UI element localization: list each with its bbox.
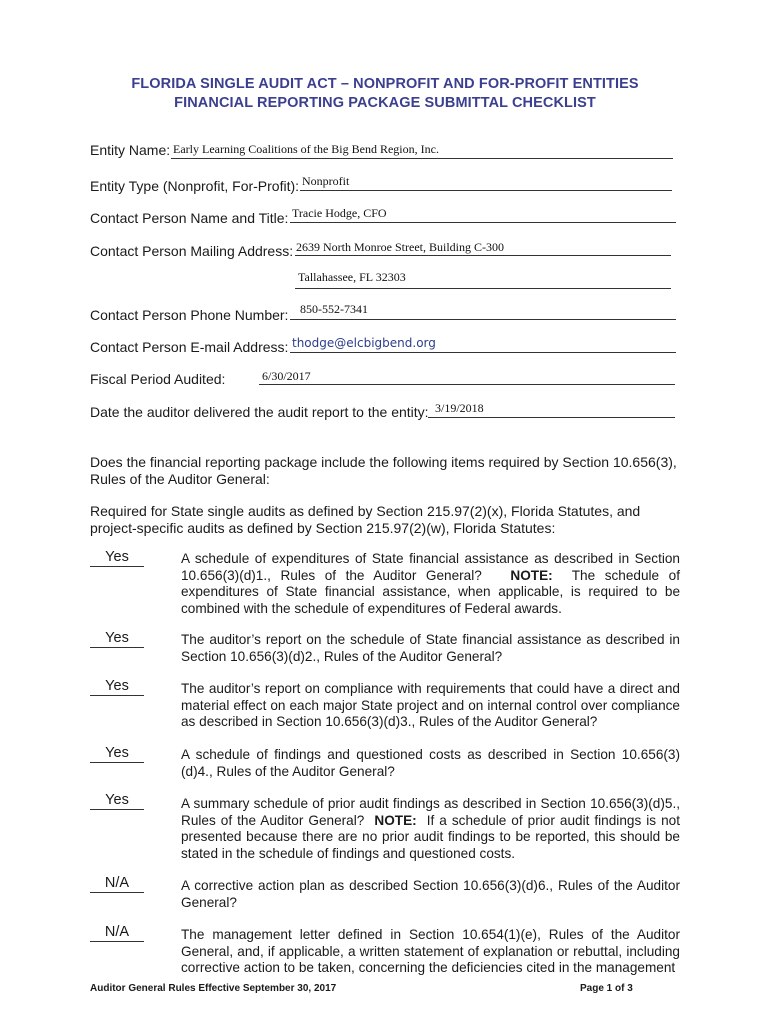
fiscal-period-label: Fiscal Period Audited:	[90, 371, 226, 387]
entity-type-field[interactable]: Nonprofit	[302, 174, 350, 188]
mailing-address-underline	[295, 255, 671, 256]
item-6-answer[interactable]: N/A	[90, 874, 144, 893]
contact-name-underline	[290, 222, 676, 223]
delivered-date-field[interactable]: 3/19/2018	[435, 401, 484, 415]
entity-type-label: Entity Type (Nonprofit, For-Profit):	[90, 178, 300, 194]
item-4-text: A schedule of findings and questioned costs as described in Section 10.656(3)(d)4., Rules of the Auditor General?	[181, 747, 680, 779]
phone-label: Contact Person Phone Number:	[90, 307, 289, 323]
footer-effective-date: Auditor General Rules Effective September 30, 2017	[90, 983, 337, 994]
document-title-line1: FLORIDA SINGLE AUDIT ACT – NONPROFIT AND FOR-PROFIT ENTITIES	[131, 76, 639, 92]
phone-underline	[290, 319, 676, 320]
entity-type-underline	[300, 190, 672, 191]
item-3-text: The auditor’s report on compliance with requirements that could have a direct and material effect on each major State project and on internal control over compliance as described in Section 10.656(3)(d)3., Rules of the Auditor General?	[181, 681, 680, 730]
item-2-answer[interactable]: Yes	[90, 629, 144, 648]
email-underline	[290, 352, 676, 353]
contact-name-field[interactable]: Tracie Hodge, CFO	[292, 206, 387, 220]
phone-field[interactable]: 850-552-7341	[300, 302, 368, 316]
item-5-text: A summary schedule of prior audit findings as described in Section 10.656(3)(d)5., Rules of the Auditor General? NOTE: If a schedule of prior audit findings is not presented because there are no prior audit findings to be reported, this should be stated in the schedule of findings and questioned costs.	[181, 796, 680, 861]
item-7-answer[interactable]: N/A	[90, 923, 144, 942]
intro-question: Does the financial reporting package include the following items required by Section 10.656(3), Rules of the Auditor General:	[90, 454, 677, 487]
contact-name-label: Contact Person Name and Title:	[90, 210, 289, 226]
item-4-answer[interactable]: Yes	[90, 744, 144, 763]
email-label: Contact Person E-mail Address:	[90, 339, 289, 355]
mailing-address-line2-underline	[295, 288, 671, 289]
item-6-text: A corrective action plan as described Section 10.656(3)(d)6., Rules of the Auditor General?	[181, 878, 680, 910]
entity-name-underline	[171, 158, 673, 159]
item-1-answer[interactable]: Yes	[90, 548, 144, 567]
item-3-answer[interactable]: Yes	[90, 677, 144, 696]
fiscal-period-underline	[259, 384, 675, 385]
document-title-line2: FINANCIAL REPORTING PACKAGE SUBMITTAL CHECKLIST	[174, 95, 596, 111]
delivered-date-label: Date the auditor delivered the audit report to the entity:	[90, 404, 429, 420]
item-7-text: The management letter defined in Section 10.654(1)(e), Rules of the Auditor General, and, if applicable, a written statement of explanation or rebuttal, including corrective action to be taken, concerning the deficiencies cited in the management	[181, 927, 680, 976]
email-field[interactable]: thodge@elcbigbend.org	[292, 336, 436, 350]
entity-name-field[interactable]: Early Learning Coalitions of the Big Bend Region, Inc.	[173, 142, 439, 156]
item-1-text: A schedule of expenditures of State financial assistance as described in Section 10.656(3)(d)1., Rules of the Auditor General? NOTE: The schedule of expenditures of State financial assistance, when applicable, is required to be combined with the schedule of expenditures of Federal awards.	[181, 551, 680, 616]
fiscal-period-field[interactable]: 6/30/2017	[262, 369, 311, 383]
mailing-address-line2-field[interactable]: Tallahassee, FL 32303	[298, 270, 406, 284]
mailing-address-line1-field[interactable]: 2639 North Monroe Street, Building C-300	[296, 240, 504, 254]
entity-name-label: Entity Name:	[90, 142, 171, 158]
item-5-answer[interactable]: Yes	[90, 791, 144, 810]
delivered-date-underline	[428, 417, 675, 418]
footer-page-number: Page 1 of 3	[580, 983, 633, 994]
intro-requirements: Required for State single audits as defined by Section 215.97(2)(x), Florida Statutes, and project-specific audits as defined by Section 215.97(2)(w), Florida Statutes:	[90, 503, 641, 536]
mailing-address-label: Contact Person Mailing Address:	[90, 243, 294, 259]
item-2-text: The auditor’s report on the schedule of State financial assistance as described in Section 10.656(3)(d)2., Rules of the Auditor General?	[181, 632, 680, 664]
